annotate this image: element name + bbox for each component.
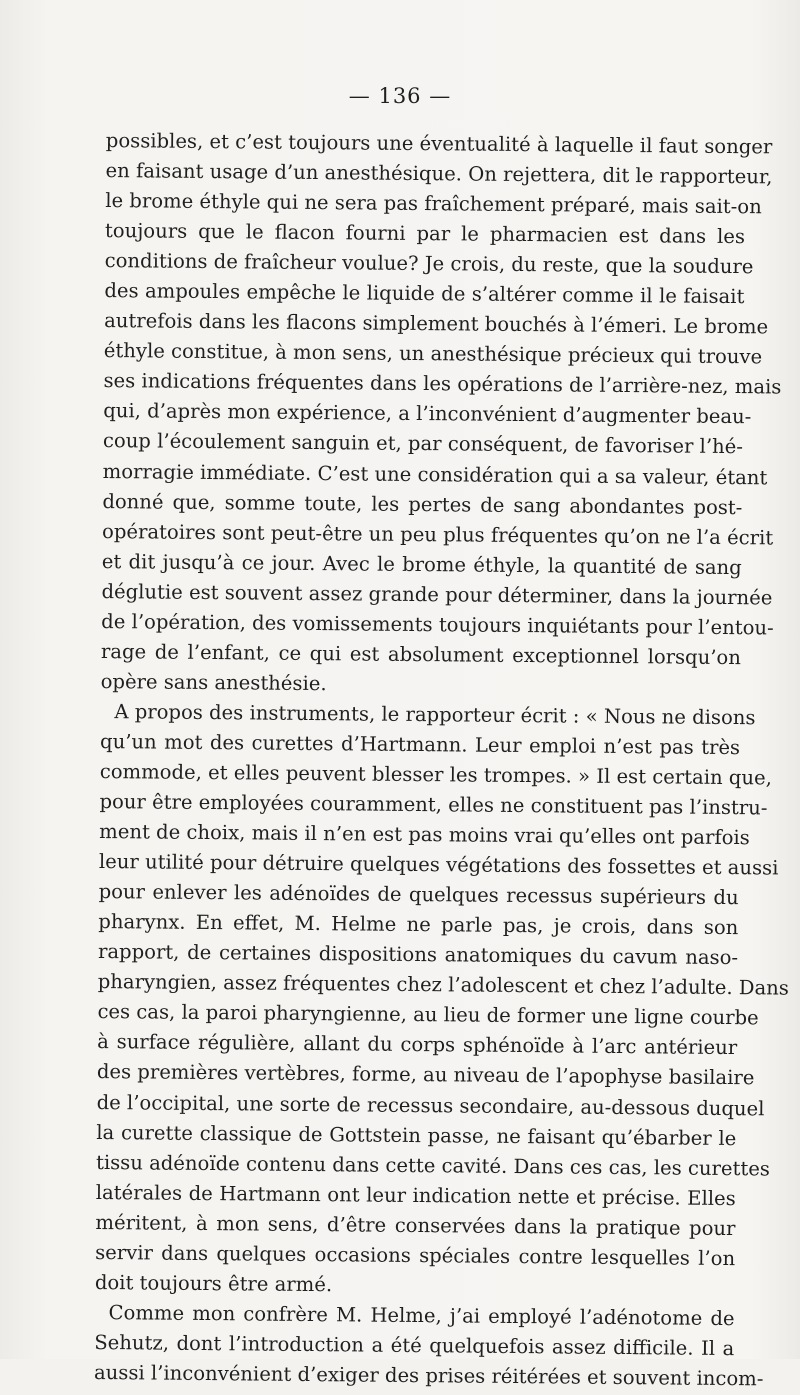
body-text (93, 126, 790, 1394)
text-line: la curette classique de Gottstein passe, ne faisant qu’ébarber le (96, 1120, 737, 1150)
text-line: méritent, à mon sens, d’être conservées dans la pratique pour (95, 1210, 736, 1240)
text-line: qui, d’après mon expérience, a l’inconvénient d’augmenter beau- (103, 399, 752, 429)
text-line: Comme mon confrère M. Helme, j’ai employé l’adénotome de (108, 1300, 735, 1330)
text-line: de l’occipital, une sorte de recessus secondaire, au-dessous duquel (96, 1090, 765, 1120)
text-line: toujours que le flacon fourni par le pharmacien est dans les (104, 219, 746, 249)
text-line: et dit jusqu’à ce jour. Avec le brome éthyle, la quantité de sang (101, 549, 742, 579)
text-line: coup l’écoulement sanguin et, par conséquent, de favoriser l’hé- (102, 429, 744, 459)
text-line: déglutie est souvent assez grande pour déterminer, dans la journée (101, 579, 773, 610)
text-line: pour être employées couramment, elles ne constituent pas l’instru- (99, 790, 768, 820)
text-line: opère sans anesthésie. (100, 669, 327, 695)
text-line: ces cas, la paroi pharyngienne, au lieu de former une ligne courbe (97, 1000, 759, 1030)
text-line: tissu adénoïde contenu dans cette cavité. Dans ces cas, les curettes (95, 1150, 771, 1181)
text-line: latérales de Hartmann ont leur indication nette et précise. Elles (95, 1180, 736, 1210)
text-line: rapport, de certaines dispositions anatomiques du cavum naso- (97, 940, 739, 970)
text-line: des premières vertèbres, forme, au niveau de l’apophyse basilaire (96, 1060, 755, 1090)
text-line: A propos des instruments, le rapporteur écrit : « Nous ne disons (114, 699, 756, 730)
text-line: morragie immédiate. C’est une considération qui a sa valeur, étant (102, 459, 768, 489)
text-line: des ampoules empêche le liquide de s’altérer comme il le faisait (104, 279, 745, 309)
text-line: possibles, et c’est toujours une éventualité à laquelle il faut songer (105, 128, 773, 159)
text-line: conditions de fraîcheur voulue? Je crois, du reste, que la soudure (104, 249, 754, 279)
text-line: aussi l’inconvénient d’exiger des prises réitérées et souvent incom- (93, 1360, 764, 1391)
text-line: qu’un mot des curettes d’Hartmann. Leur emploi n’est pas très (99, 729, 741, 760)
paragraph-1 (100, 126, 782, 703)
text-line: donné que, somme toute, les pertes de sang abondantes post- (102, 489, 743, 519)
text-line: éthyle constitue, à mon sens, un anesthésique précieux qui trouve (103, 339, 763, 369)
text-line: de l’opération, des vomissements toujours inquiétants pour l’entou- (101, 609, 774, 640)
text-line: Sehutz, dont l’introduction a été quelquefois assez difficile. Il a (94, 1330, 735, 1360)
text-line: autrefois dans les flacons simplement bouchés à l’émeri. Le brome (104, 309, 769, 339)
text-line: servir dans quelques occasions spéciales contre lesquelles l’on (95, 1240, 736, 1270)
page-number: — 136 — (348, 84, 452, 108)
text-line: ment de choix, mais il n’en est pas moins vrai qu’elles ont parfois (99, 820, 750, 850)
text-line: pharynx. En effet, M. Helme ne parle pas, je crois, dans son (98, 910, 739, 940)
paragraph-2 (94, 697, 790, 1304)
text-line: leur utilité pour détruire quelques végétations des fossettes et aussi (98, 850, 779, 880)
text-line: en faisant usage d’un anesthésique. On rejettera, dit le rapporteur, (105, 159, 773, 189)
text-line: opératoires sont peut-être un peu plus fréquentes qu’on ne l’a écrit (102, 519, 774, 550)
text-line: à surface régulière, allant du corps sphénoïde à l’arc antérieur (97, 1030, 738, 1060)
paragraph-3 (93, 1298, 764, 1394)
text-line: pharyngien, assez fréquentes chez l’adolescent et chez l’adulte. Dans (97, 970, 790, 1000)
text-line: commode, et elles peuvent blesser les trompes. » Il est certain que, (99, 759, 772, 790)
text-line: le brome éthyle qui ne sera pas fraîchement préparé, mais sait-on (105, 189, 762, 219)
text-line: doit toujours être armé. (94, 1270, 333, 1297)
text-line: pour enlever les adénoïdes de quelques recessus supérieurs du (98, 880, 739, 910)
text-line: ses indications fréquentes dans les opérations de l’arrière-nez, mais (103, 369, 782, 399)
text-line: rage de l’enfant, ce qui est absolument exceptionnel lorsqu’on (100, 639, 742, 669)
